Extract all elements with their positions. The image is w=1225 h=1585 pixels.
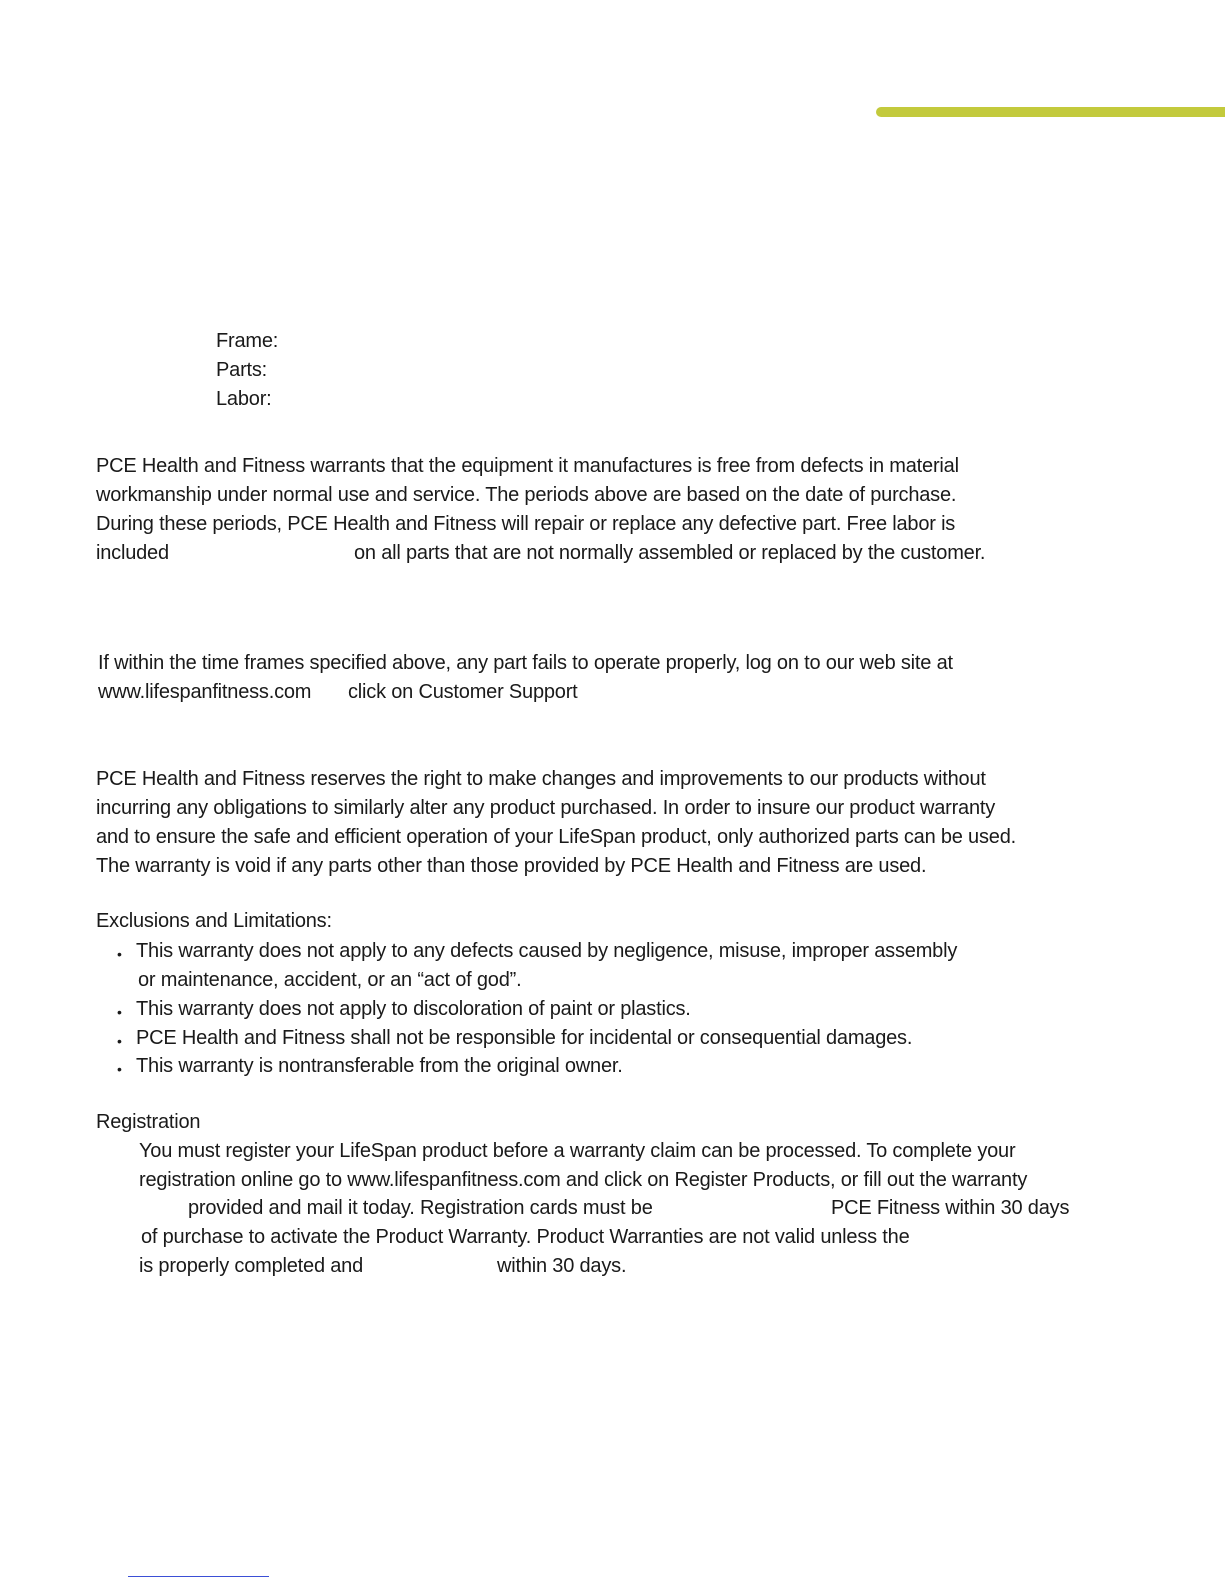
exclusion-item: This warranty does not apply to discoloration of paint or plastics. (136, 998, 691, 1020)
warranty-line: on all parts that are not normally assembled or replaced by the customer. (354, 542, 986, 564)
registration-line: is properly completed and (139, 1255, 364, 1277)
service-line: click on Customer Support (348, 681, 578, 703)
frame-label: Frame: (216, 330, 279, 352)
registration-heading: Registration (96, 1111, 201, 1133)
service-line: If within the time frames specified above, any part fails to operate properly, log on to our web site at (98, 652, 953, 674)
registration-line: within 30 days. (497, 1255, 627, 1277)
exclusions-heading: Exclusions and Limitations: (96, 910, 332, 932)
changes-line: The warranty is void if any parts other than those provided by PCE Health and Fitness are used. (96, 855, 927, 877)
accent-bar (876, 107, 1225, 117)
parts-label: Parts: (216, 359, 268, 381)
exclusion-item: This warranty does not apply to any defects caused by negligence, misuse, improper assembly (136, 940, 958, 962)
exclusion-item: This warranty is nontransferable from the original owner. (136, 1055, 623, 1077)
registration-line: registration online go to www.lifespanfitness.com and click on Register Products, or fill out the warranty (139, 1169, 1028, 1191)
changes-line: incurring any obligations to similarly alter any product purchased. In order to insure our product warranty (96, 797, 996, 819)
registration-line: provided and mail it today. Registration cards must be (188, 1197, 653, 1219)
footer-rule (128, 1576, 269, 1577)
warranty-line: included (96, 542, 169, 564)
bullet-marker: • (117, 1004, 122, 1020)
bullet-marker: • (117, 1061, 122, 1077)
bullet-marker: • (117, 946, 122, 962)
exclusion-item-continued: or maintenance, accident, or an “act of god”. (138, 969, 522, 991)
warranty-line: During these periods, PCE Health and Fitness will repair or replace any defective part. Free labor is (96, 513, 956, 535)
registration-line: of purchase to activate the Product Warranty. Product Warranties are not valid unless the (141, 1226, 910, 1248)
labor-label: Labor: (216, 388, 272, 410)
changes-line: PCE Health and Fitness reserves the right to make changes and improvements to our products without (96, 768, 986, 790)
warranty-line: PCE Health and Fitness warrants that the equipment it manufactures is free from defects in material (96, 455, 959, 477)
exclusion-item: PCE Health and Fitness shall not be responsible for incidental or consequential damages. (136, 1027, 913, 1049)
bullet-marker: • (117, 1033, 122, 1049)
website-link[interactable]: www.lifespanfitness.com (98, 681, 312, 703)
changes-line: and to ensure the safe and efficient operation of your LifeSpan product, only authorized parts can be used. (96, 826, 1016, 848)
registration-line: PCE Fitness within 30 days (831, 1197, 1070, 1219)
registration-line: You must register your LifeSpan product before a warranty claim can be processed. To complete your (139, 1140, 1016, 1162)
warranty-line: workmanship under normal use and service. The periods above are based on the date of purchase. (96, 484, 957, 506)
